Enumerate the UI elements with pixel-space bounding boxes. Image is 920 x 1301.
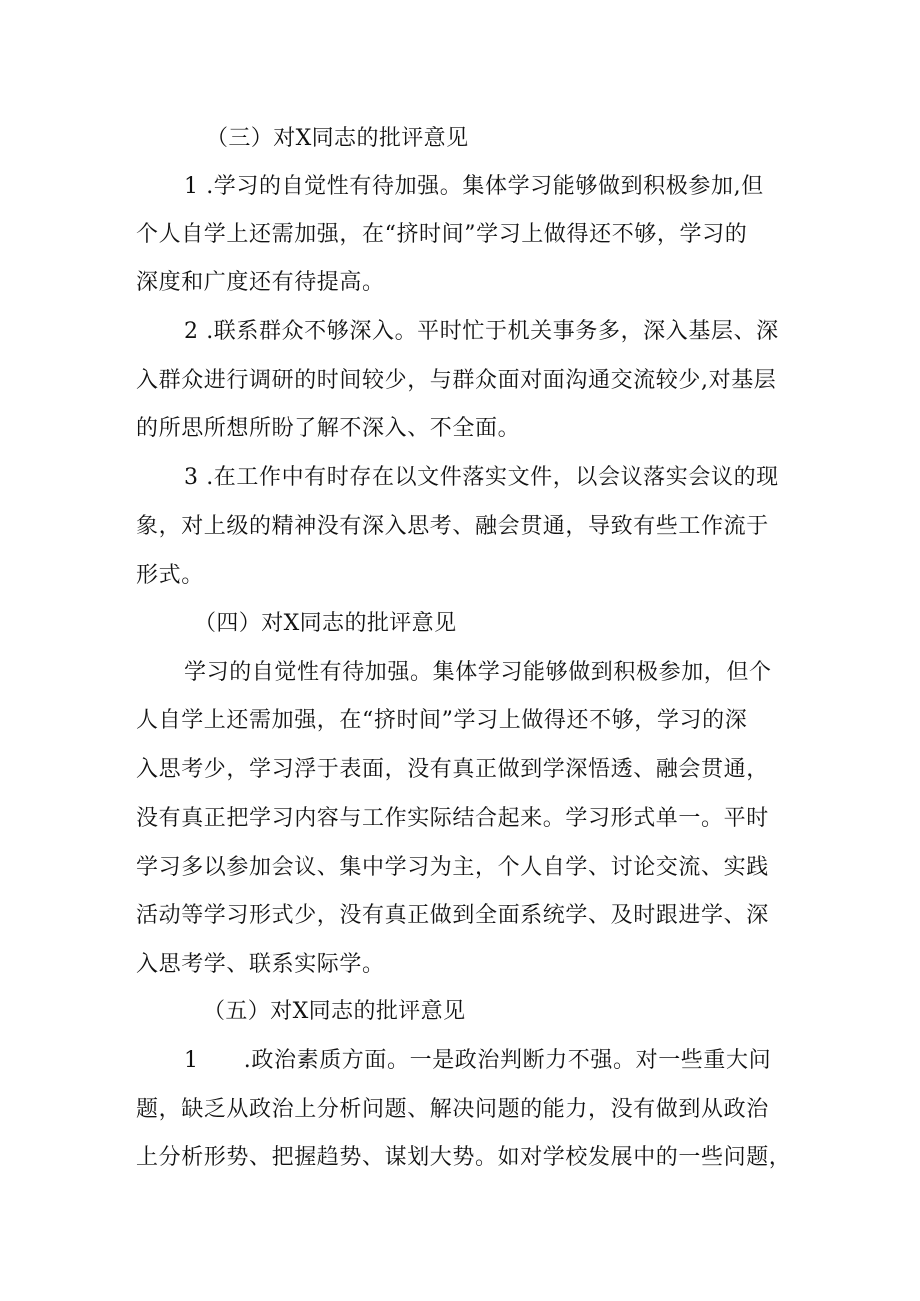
section-3-item-1-line-3: 深度和广度还有待提高。 — [136, 270, 385, 295]
section-3-item-2-line-3: 的所思所想所盼了解不深入、不全面。 — [136, 416, 521, 441]
section-4-line-5: 学习多以参加会议、集中学习为主，个人自学、讨论交流、实践 — [136, 855, 769, 880]
section-3-heading: （三）对X同志的批评意见 — [206, 126, 469, 151]
section-4-line-6: 活动等学习形式少，没有真正做到全面系统学、及时跟进学、深 — [136, 903, 769, 928]
section-3-item-1-line-1: 1 .学习的自觉性有待加强。集体学习能够做到积极参加,但 — [184, 174, 764, 199]
section-3-item-2-line-1: 2 .联系群众不够深入。平时忙于机关事务多，深入基层、深 — [184, 319, 779, 344]
section-3-item-2-line-2: 入群众进行调研的时间较少，与群众面对面沟通交流较少,对基层 — [136, 368, 777, 393]
section-4-line-4: 没有真正把学习内容与工作实际结合起来。学习形式单一。平时 — [136, 806, 769, 831]
section-4-line-1: 学习的自觉性有待加强。集体学习能够做到积极参加，但个 — [184, 660, 772, 685]
section-4-heading: （四）对X同志的批评意见 — [194, 611, 457, 636]
section-5-heading: （五）对X同志的批评意见 — [203, 999, 466, 1024]
section-5-item-1-line-3: 上分析形势、把握趋势、谋划大势。如对学校发展中的一些问题， — [136, 1145, 792, 1170]
section-3-item-1-line-2: 个人自学上还需加强，在“挤时间”学习上做得还不够，学习的 — [136, 222, 748, 247]
section-5-item-1-line-1: 1 .政治素质方面。一是政治判断力不强。对一些重大问 — [184, 1048, 772, 1073]
section-3-item-3-line-1: 3 .在工作中有时存在以文件落实文件，以会议落实会议的现 — [184, 465, 779, 490]
section-4-line-2: 人自学上还需加强，在“挤时间”学习上做得还不够，学习的深 — [136, 708, 748, 733]
section-4-line-3: 入思考少，学习浮于表面，没有真正做到学深悟透、融会贯通， — [136, 757, 769, 782]
section-3-item-3-line-2: 象，对上级的精神没有深入思考、融会贯通，导致有些工作流于 — [136, 514, 769, 539]
section-5-item-1-line-2: 题，缺乏从政治上分析问题、解决问题的能力，没有做到从政治 — [136, 1097, 769, 1122]
section-4-line-7: 入思考学、联系实际学。 — [136, 952, 385, 977]
section-3-item-3-line-3: 形式。 — [136, 563, 204, 588]
